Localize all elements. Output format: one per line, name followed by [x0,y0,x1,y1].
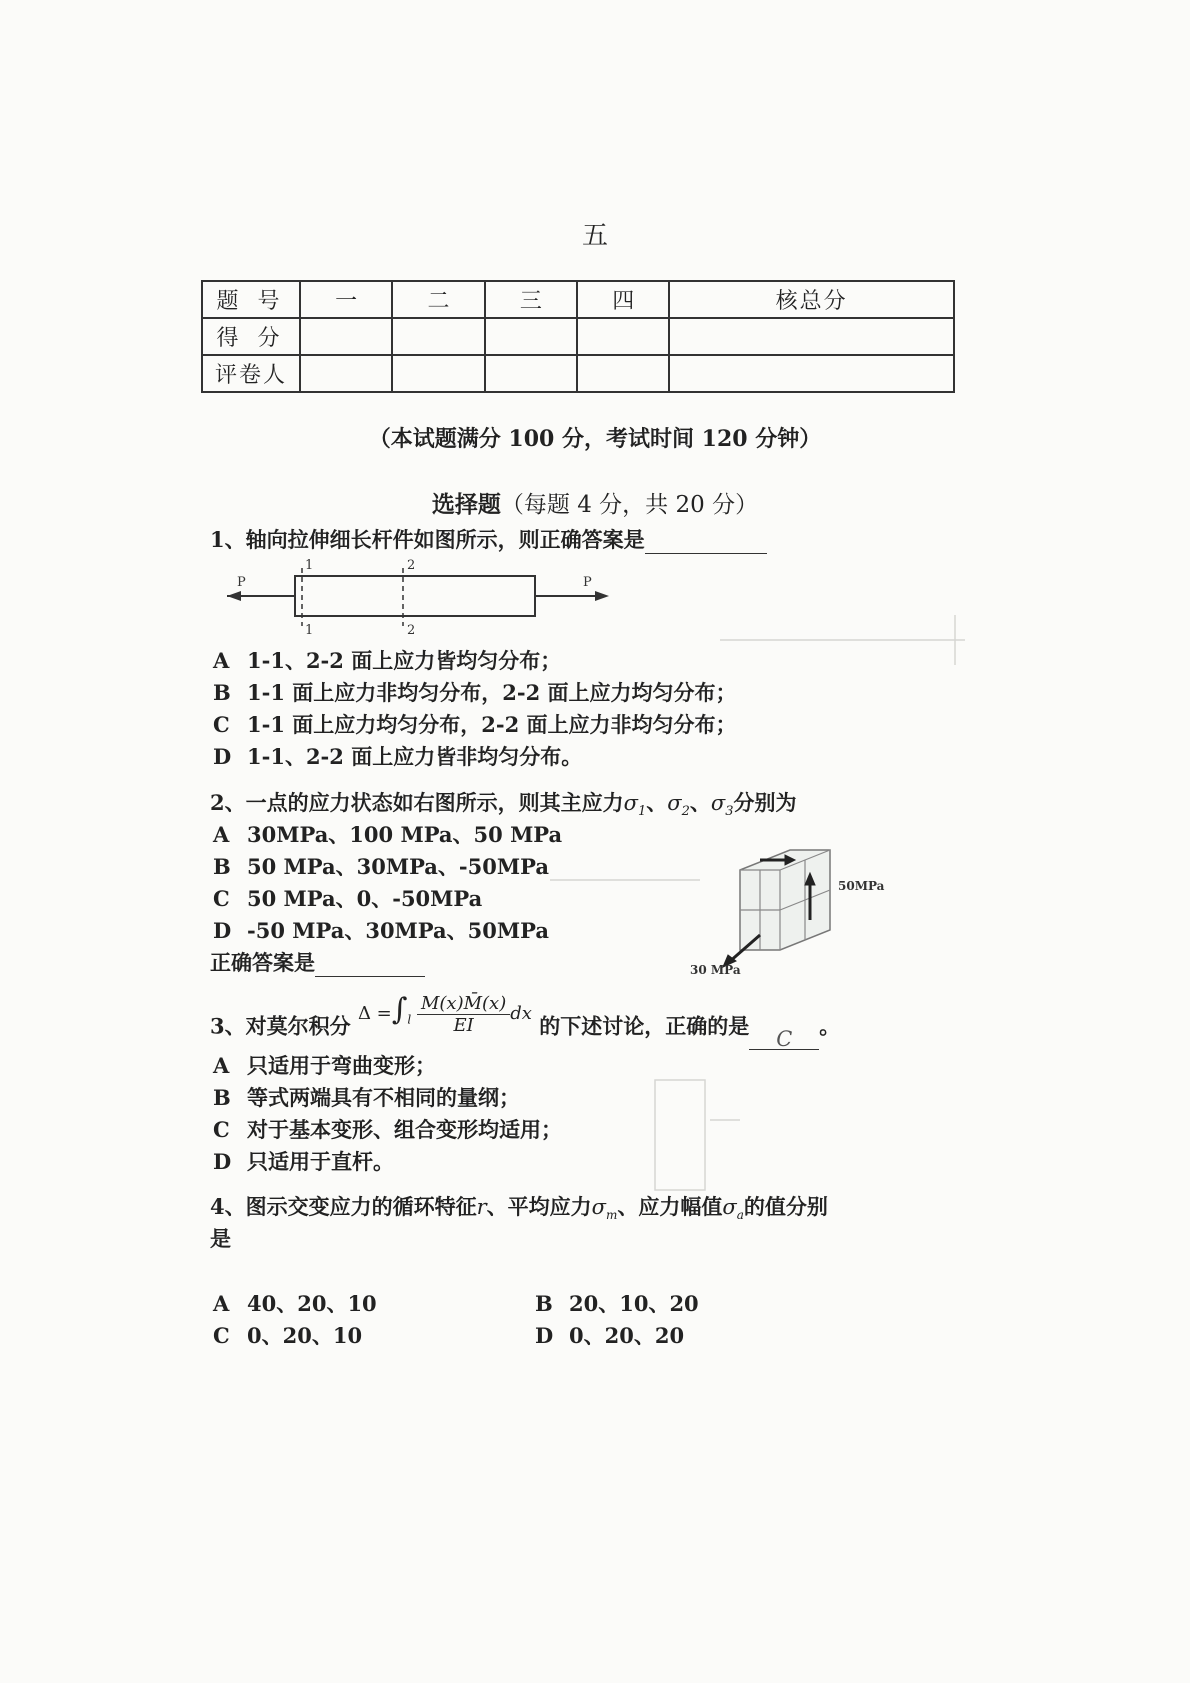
sigma-3: σ [710,791,726,815]
mean-stress-symbol: σ [591,1195,607,1219]
amplitude-symbol: σ [722,1195,737,1219]
option-key: B [213,680,231,705]
score-table-header-row [202,281,954,318]
option-text: 等式两端具有不相同的量纲； [247,1085,520,1110]
question-4-text-2: 、平均应力 [486,1194,592,1219]
header-part-1: 一 [300,281,392,318]
header-total: 核总分 [669,281,954,318]
mohr-integral-formula [358,992,532,1036]
stress-element-figure [690,835,920,975]
option-text: 40、20、10 [247,1291,377,1316]
header-question-number: 题 号 [202,281,300,318]
sigma-1-sub: 1 [637,804,647,820]
load-right-label: P [583,575,592,590]
section-title-sub: （每题 4 分，共 20 分） [500,492,759,518]
formula-delta: Δ = [357,1003,392,1024]
score-table [201,280,955,393]
option-key: B [535,1291,553,1316]
option-text: 20、10、20 [569,1291,699,1316]
option-key: D [213,1149,232,1174]
header-part-4: 四 [577,281,669,318]
question-3-text-end: 的下述讨论，正确的是 [539,1013,750,1039]
option-key: B [213,1085,231,1110]
exam-note: （本试题满分 100 分，考试时间 120 分钟） [368,426,822,452]
option-key: B [213,854,231,879]
question-4-text-3: 、应力幅值 [617,1194,723,1219]
option-text: 50 MPa、30MPa、-50MPa [247,854,549,879]
grader-row [202,355,954,392]
q4-option-b [535,1288,699,1318]
question-1-text: 1、轴向拉伸细长杆件如图所示，则正确答案是 [210,527,645,552]
option-text: 只适用于直杆。 [247,1149,394,1174]
q4-option-d [535,1320,684,1350]
q2-option-c [213,883,482,913]
q3-option-d [213,1146,394,1176]
separator: 、 [689,790,711,815]
question-4-line-2 [210,1223,231,1253]
q3-option-b [213,1082,520,1112]
page-number-label: 五 [581,221,608,251]
question-2-text: 2、一点的应力状态如右图所示，则其主应力 [210,790,624,815]
option-text: 30MPa、100 MPa、50 MPa [247,822,563,847]
option-text: 50 MPa、0、-50MPa [247,886,483,911]
option-key: D [535,1323,554,1348]
section-2-top-label: 2 [407,558,416,573]
section-1-bottom-label: 1 [305,623,314,636]
grader-cell [485,355,577,392]
score-row [202,318,954,355]
q3-option-c [213,1114,562,1144]
sigma-1: σ [623,791,638,815]
formula-dx: dx [510,1003,532,1024]
formula-integral: ∫ [391,992,408,1027]
sigma-3-sub: 3 [725,804,734,820]
option-text: 0、20、20 [569,1323,685,1348]
q2-option-b [213,851,549,881]
option-key: A [213,822,230,847]
option-text: 对于基本变形、组合变形均适用； [247,1117,562,1142]
grader-cell [669,355,954,392]
answer-blank [645,531,767,554]
stress-label-top: 50MPa [838,879,885,893]
answer-blank [315,954,425,977]
formula-lower-limit: l [407,1012,412,1027]
header-part-2: 二 [392,281,484,318]
option-key: C [213,886,230,911]
score-cell [485,318,577,355]
question-2-text-end: 分别为 [733,790,797,815]
option-text: 0、20、10 [247,1323,363,1348]
q2-option-a [213,819,562,849]
option-key: A [213,648,230,673]
q2-answer-line [210,947,425,977]
sigma-2-sub: 2 [681,804,690,820]
option-key: C [213,1117,230,1142]
axial-bar-figure [225,556,615,636]
question-4-text-5: 是 [210,1226,231,1251]
question-4-text-4: 的值分别 [743,1194,828,1219]
question-2 [210,787,797,819]
q1-option-a [213,645,561,675]
grader-row-label: 评卷人 [202,355,300,392]
score-row-label: 得 分 [202,318,300,355]
answer-label: 正确答案是 [210,950,315,975]
score-cell [300,318,392,355]
option-key: A [213,1053,230,1078]
q1-option-b [213,677,737,707]
option-text: 1-1 面上应力非均匀分布，2-2 面上应力均匀分布； [247,680,737,705]
q2-option-d [213,915,549,945]
section-title-main: 选择题 [431,491,501,518]
load-left-label: P [237,575,246,590]
q4-option-c [213,1320,362,1350]
handwritten-answer: C [749,1027,819,1050]
sigma-2: σ [667,791,682,815]
formula-denominator: EI [453,1014,474,1036]
stress-label-bottom: 30 MPa [690,963,741,975]
option-text: 1-1、2-2 面上应力皆均匀分布； [247,648,562,673]
score-cell [577,318,669,355]
section-1-top-label: 1 [305,558,314,573]
option-text: 1-1 面上应力均匀分布，2-2 面上应力非均匀分布； [247,712,737,737]
score-cell [669,318,954,355]
q3-option-a [213,1050,436,1080]
option-key: D [213,744,232,769]
q1-option-d [213,741,582,771]
option-key: C [213,1323,230,1348]
option-text: 只适用于弯曲变形； [247,1053,436,1078]
question-4 [210,1191,828,1222]
grader-cell [392,355,484,392]
amplitude-sub: a [736,1208,744,1223]
question-3-text: 3、对莫尔积分 [210,1013,351,1039]
formula-numerator: M(x)M̄(x) [417,993,510,1015]
formula-fraction [417,993,510,1036]
section-title [0,486,1190,519]
option-key: D [213,918,232,943]
option-text: -50 MPa、30MPa、50MPa [247,918,549,943]
cycle-ratio-symbol: r [476,1195,487,1219]
option-key: A [213,1291,230,1316]
mean-stress-sub: m [606,1208,618,1223]
question-3: 3、对莫尔积分 $\Delta =\int_l$ $\frac{M(x)M̄(x)}{EI}$ dx 的下述讨论，正确的是C。 [210,992,841,1051]
question-1 [210,524,767,554]
separator: 、 [646,790,668,815]
section-2-bottom-label: 2 [407,623,416,636]
q1-option-c [213,709,737,739]
header-part-3: 三 [485,281,577,318]
q4-option-a [213,1288,377,1318]
question-4-text: 4、图示交变应力的循环特征 [210,1194,477,1219]
score-cell [392,318,484,355]
option-key: C [213,712,230,737]
option-text: 1-1、2-2 面上应力皆非均匀分布。 [247,744,583,769]
grader-cell [577,355,669,392]
grader-cell [300,355,392,392]
